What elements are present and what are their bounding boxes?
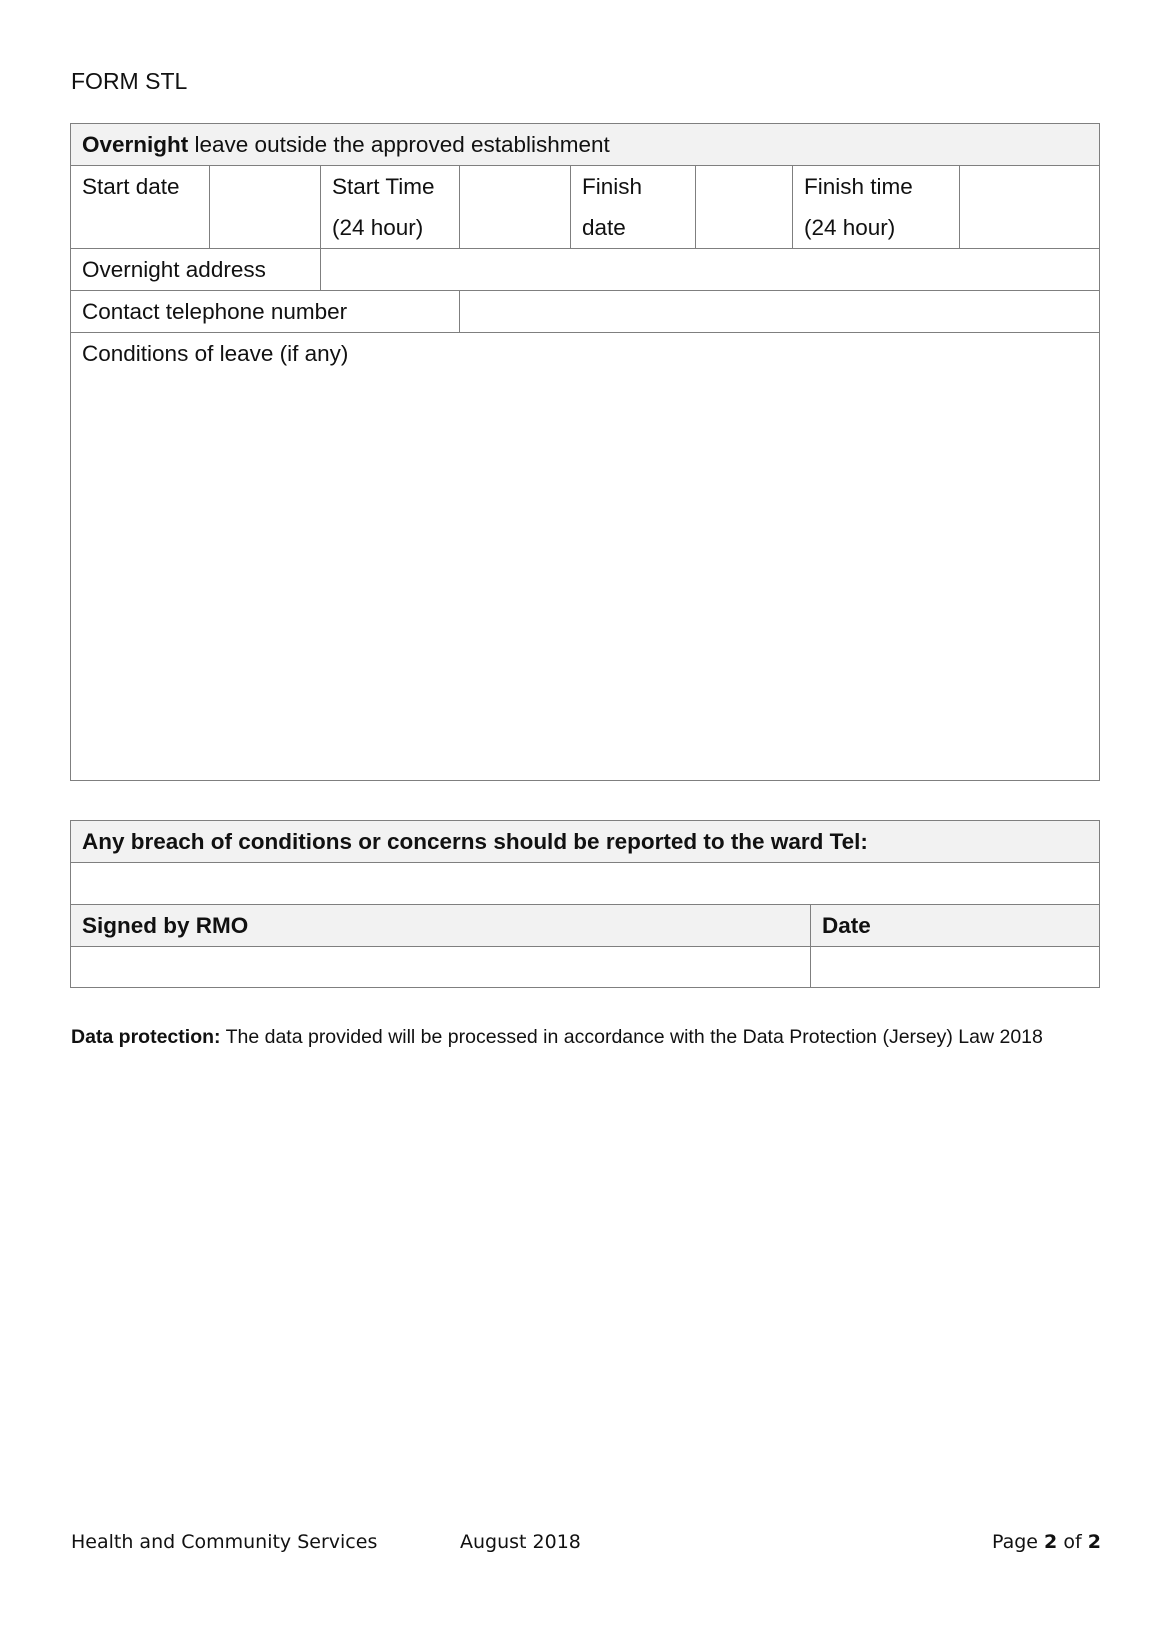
contact-phone-label: Contact telephone number	[71, 291, 460, 333]
finish-time-label	[793, 166, 960, 249]
signature-field[interactable]	[71, 947, 811, 988]
page-prefix: Page	[992, 1531, 1045, 1553]
data-protection-label: Data protection:	[71, 1026, 221, 1048]
start-time-field[interactable]	[460, 166, 571, 249]
start-time-label-line1: Start Time	[332, 174, 435, 199]
start-date-field[interactable]	[210, 166, 321, 249]
finish-time-field[interactable]	[960, 166, 1100, 249]
finish-date-field[interactable]	[696, 166, 793, 249]
form-code: FORM STL	[71, 68, 188, 94]
finish-time-label-line2: (24 hour)	[804, 215, 896, 240]
finish-date-label	[571, 166, 696, 249]
data-protection-text: The data provided will be processed in accordance with the Data Protection (Jersey) Law 2018	[220, 1026, 1043, 1048]
conditions-label: Conditions of leave (if any)	[82, 341, 349, 366]
page-of: of	[1057, 1531, 1088, 1553]
finish-date-label-line1: Finish	[582, 174, 643, 199]
overnight-address-label: Overnight address	[71, 249, 321, 291]
overnight-address-field[interactable]	[321, 249, 1100, 291]
start-date-label	[71, 166, 210, 249]
conditions-field[interactable]	[71, 333, 1100, 781]
finish-date-label-line2: date	[582, 215, 626, 240]
signed-by-rmo-label: Signed by RMO	[71, 905, 811, 947]
contact-phone-field[interactable]	[460, 291, 1100, 333]
data-protection-notice	[71, 1026, 1043, 1049]
overnight-heading-bold: Overnight	[82, 132, 189, 157]
page-current: 2	[1044, 1531, 1058, 1553]
start-time-label-line2: (24 hour)	[332, 215, 424, 240]
overnight-heading	[71, 124, 1100, 166]
footer-page-number	[992, 1531, 1101, 1553]
reporting-table	[70, 820, 1100, 988]
page-total: 2	[1087, 1531, 1101, 1553]
signature-date-field[interactable]	[811, 947, 1100, 988]
ward-tel-field[interactable]	[71, 863, 1100, 905]
breach-heading: Any breach of conditions or concerns should be reported to the ward Tel:	[71, 821, 1100, 863]
finish-time-label-line1: Finish time	[804, 174, 913, 199]
overnight-heading-rest: leave outside the approved establishment	[188, 132, 610, 157]
footer-date: August 2018	[460, 1531, 581, 1553]
footer-organisation: Health and Community Services	[71, 1531, 378, 1553]
overnight-leave-table	[70, 123, 1100, 781]
start-date-label-text: Start date	[82, 174, 180, 199]
start-time-label	[321, 166, 460, 249]
date-label: Date	[811, 905, 1100, 947]
